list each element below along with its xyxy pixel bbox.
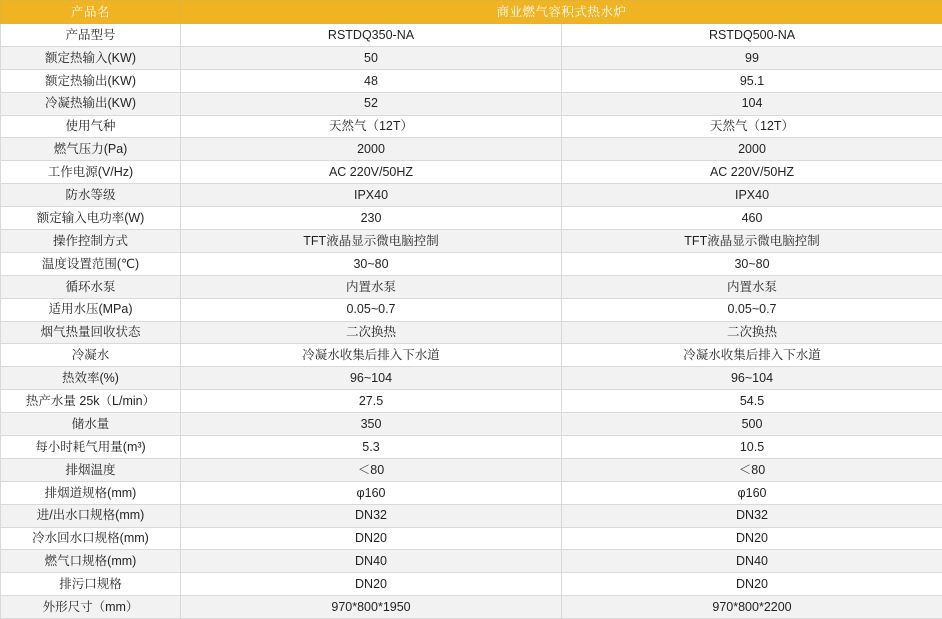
spec-value-model-2: 96~104 xyxy=(562,367,942,390)
spec-label: 使用气种 xyxy=(1,115,181,138)
spec-value-model-1: 52 xyxy=(181,92,562,115)
table-row xyxy=(1,46,942,69)
spec-value-model-2: 0.05~0.7 xyxy=(562,298,942,321)
spec-label: 外形尺寸（mm） xyxy=(1,596,181,619)
spec-value-model-2: 95.1 xyxy=(562,69,942,92)
spec-label: 循环水泵 xyxy=(1,275,181,298)
spec-label: 烟气热量回收状态 xyxy=(1,321,181,344)
spec-value-model-2: 54.5 xyxy=(562,390,942,413)
spec-label: 每小时耗气用量(m³) xyxy=(1,436,181,459)
spec-label: 适用水压(MPa) xyxy=(1,298,181,321)
table-row xyxy=(1,161,942,184)
spec-value-model-1: 27.5 xyxy=(181,390,562,413)
spec-label: 冷凝水 xyxy=(1,344,181,367)
spec-label: 操作控制方式 xyxy=(1,230,181,253)
table-row xyxy=(1,92,942,115)
spec-value-model-2: DN32 xyxy=(562,504,942,527)
spec-value-model-1: ＜80 xyxy=(181,458,562,481)
spec-value-model-2: 10.5 xyxy=(562,436,942,459)
spec-value-model-1: DN20 xyxy=(181,527,562,550)
spec-label: 冷水回水口规格(mm) xyxy=(1,527,181,550)
table-row xyxy=(1,367,942,390)
spec-value-model-1: IPX40 xyxy=(181,184,562,207)
spec-value-model-1: 30~80 xyxy=(181,252,562,275)
spec-value-model-1: 230 xyxy=(181,207,562,230)
header-product-title: 商业燃气容积式热水炉 xyxy=(181,1,942,24)
spec-value-model-1: 0.05~0.7 xyxy=(181,298,562,321)
spec-value-model-2: DN20 xyxy=(562,527,942,550)
spec-value-model-2: 2000 xyxy=(562,138,942,161)
spec-value-model-2: 冷凝水收集后排入下水道 xyxy=(562,344,942,367)
spec-value-model-1: DN20 xyxy=(181,573,562,596)
table-row xyxy=(1,458,942,481)
spec-value-model-1: 970*800*1950 xyxy=(181,596,562,619)
spec-label: 防水等级 xyxy=(1,184,181,207)
spec-label: 额定热输入(KW) xyxy=(1,46,181,69)
table-row xyxy=(1,298,942,321)
table-row xyxy=(1,527,942,550)
spec-label: 热产水量 25k（L/min） xyxy=(1,390,181,413)
table-row xyxy=(1,573,942,596)
spec-label: 排污口规格 xyxy=(1,573,181,596)
table-row xyxy=(1,436,942,459)
spec-value-model-2: 104 xyxy=(562,92,942,115)
table-row xyxy=(1,481,942,504)
table-row xyxy=(1,230,942,253)
spec-value-model-1: 96~104 xyxy=(181,367,562,390)
spec-value-model-1: 冷凝水收集后排入下水道 xyxy=(181,344,562,367)
spec-label: 热效率(%) xyxy=(1,367,181,390)
spec-value-model-1: 内置水泵 xyxy=(181,275,562,298)
spec-value-model-2: 970*800*2200 xyxy=(562,596,942,619)
spec-value-model-2: RSTDQ500-NA xyxy=(562,24,942,47)
spec-value-model-1: RSTDQ350-NA xyxy=(181,24,562,47)
table-row xyxy=(1,321,942,344)
spec-value-model-1: 2000 xyxy=(181,138,562,161)
table-row xyxy=(1,344,942,367)
table-row xyxy=(1,390,942,413)
spec-label: 产品型号 xyxy=(1,24,181,47)
spec-value-model-2: 内置水泵 xyxy=(562,275,942,298)
header-label-column: 产品名 xyxy=(1,1,181,24)
spec-label: 冷凝热输出(KW) xyxy=(1,92,181,115)
spec-value-model-1: AC 220V/50HZ xyxy=(181,161,562,184)
spec-value-model-2: 二次换热 xyxy=(562,321,942,344)
spec-label: 进/出水口规格(mm) xyxy=(1,504,181,527)
spec-value-model-2: DN20 xyxy=(562,573,942,596)
table-row xyxy=(1,275,942,298)
table-row xyxy=(1,504,942,527)
table-row xyxy=(1,138,942,161)
spec-value-model-1: 48 xyxy=(181,69,562,92)
spec-value-model-2: TFT液晶显示微电脑控制 xyxy=(562,230,942,253)
table-row xyxy=(1,24,942,47)
spec-value-model-1: DN32 xyxy=(181,504,562,527)
table-row xyxy=(1,252,942,275)
spec-value-model-2: 460 xyxy=(562,207,942,230)
spec-value-model-1: φ160 xyxy=(181,481,562,504)
spec-value-model-2: 500 xyxy=(562,413,942,436)
spec-value-model-2: 30~80 xyxy=(562,252,942,275)
spec-value-model-2: IPX40 xyxy=(562,184,942,207)
table-row xyxy=(1,596,942,619)
spec-label: 额定输入电功率(W) xyxy=(1,207,181,230)
table-header-row xyxy=(1,1,942,24)
spec-label: 排烟道规格(mm) xyxy=(1,481,181,504)
spec-value-model-1: DN40 xyxy=(181,550,562,573)
spec-value-model-1: 天然气（12T） xyxy=(181,115,562,138)
spec-label: 工作电源(V/Hz) xyxy=(1,161,181,184)
spec-value-model-2: 天然气（12T） xyxy=(562,115,942,138)
spec-label: 燃气压力(Pa) xyxy=(1,138,181,161)
spec-label: 排烟温度 xyxy=(1,458,181,481)
spec-label: 温度设置范围(℃) xyxy=(1,252,181,275)
spec-value-model-1: 350 xyxy=(181,413,562,436)
table-row xyxy=(1,550,942,573)
spec-label: 额定热输出(KW) xyxy=(1,69,181,92)
spec-label: 燃气口规格(mm) xyxy=(1,550,181,573)
table-row xyxy=(1,69,942,92)
table-row xyxy=(1,115,942,138)
spec-label: 储水量 xyxy=(1,413,181,436)
spec-value-model-1: TFT液晶显示微电脑控制 xyxy=(181,230,562,253)
spec-value-model-1: 50 xyxy=(181,46,562,69)
table-body xyxy=(1,24,942,619)
spec-value-model-1: 5.3 xyxy=(181,436,562,459)
spec-value-model-2: 99 xyxy=(562,46,942,69)
spec-value-model-2: AC 220V/50HZ xyxy=(562,161,942,184)
spec-value-model-1: 二次换热 xyxy=(181,321,562,344)
table-row xyxy=(1,207,942,230)
table-row xyxy=(1,413,942,436)
table-row xyxy=(1,184,942,207)
spec-value-model-2: ＜80 xyxy=(562,458,942,481)
spec-value-model-2: φ160 xyxy=(562,481,942,504)
spec-value-model-2: DN40 xyxy=(562,550,942,573)
